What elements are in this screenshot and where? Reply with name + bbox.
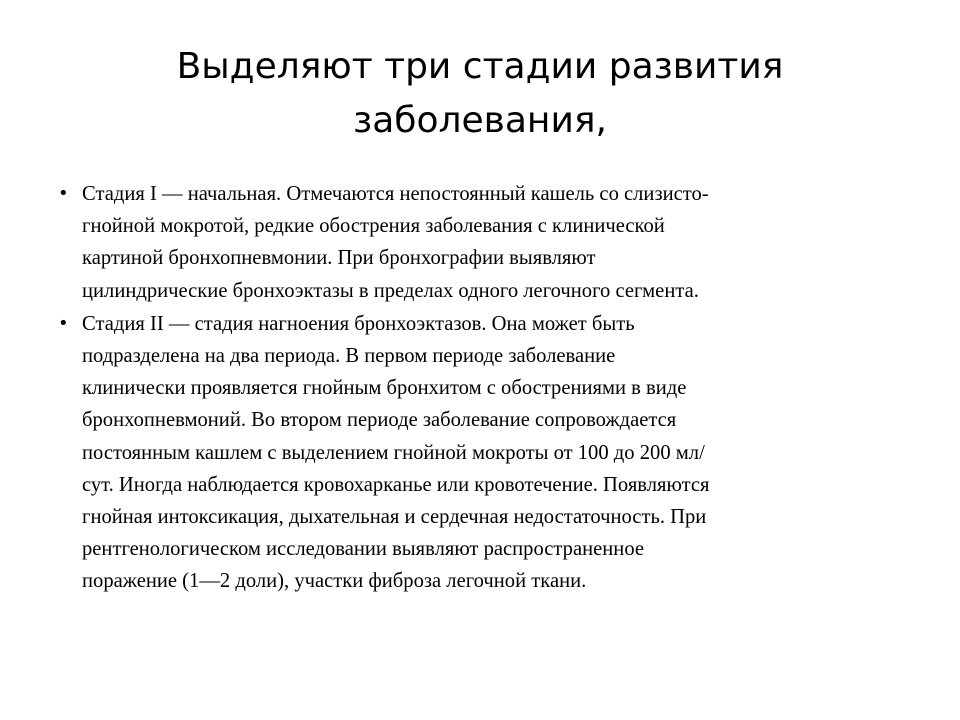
- bullet-icon: •: [58, 312, 69, 334]
- bullet-text-line: подразделена на два периода. В первом периоде заболевание: [82, 345, 616, 368]
- bullet-text-line: постоянным кашлем с выделением гнойной мокроты от 100 до 200 мл/: [82, 441, 705, 464]
- bullet-icon: •: [58, 183, 69, 204]
- bullet-text-line: поражение (1—2 доли), участки фиброза легочной ткани.: [82, 570, 587, 593]
- bullet-item-stage-1: [58, 178, 908, 307]
- bullet-text-line: гнойная интоксикация, дыхательная и сердечная недостаточность. При: [82, 506, 707, 529]
- bullet-item-stage-2: [58, 308, 908, 598]
- bullet-list: [58, 178, 908, 599]
- title-line: заболевания,: [353, 100, 607, 141]
- bullet-text-line: сут. Иногда наблюдается кровохарканье или кровотечение. Появляются: [82, 473, 710, 496]
- bullet-text-line: бронхопневмоний. Во втором периоде заболевание сопровождается: [82, 409, 677, 432]
- bullet-text-line: гнойной мокротой, редкие обострения заболевания с клинической: [82, 215, 665, 238]
- title-line: Выделяют три стадии развития: [176, 46, 784, 87]
- bullet-text-line: картиной бронхопневмонии. При бронхографии выявляют: [82, 247, 596, 270]
- bullet-text-line: Стадия II — стадия нагноения бронхоэктазов. Она может быть: [82, 312, 635, 335]
- bullet-text-line: клинически проявляется гнойным бронхитом с обострениями в виде: [82, 377, 687, 400]
- bullet-text-line: рентгенологическом исследовании выявляют распространенное: [82, 538, 645, 561]
- bullet-text-line: цилиндрические бронхоэктазы в пределах одного легочного сегмента.: [82, 279, 699, 302]
- bullet-text-line: Стадия I — начальная. Отмечаются непостоянный кашель со слизисто-: [82, 183, 709, 205]
- slide-title: [60, 40, 900, 148]
